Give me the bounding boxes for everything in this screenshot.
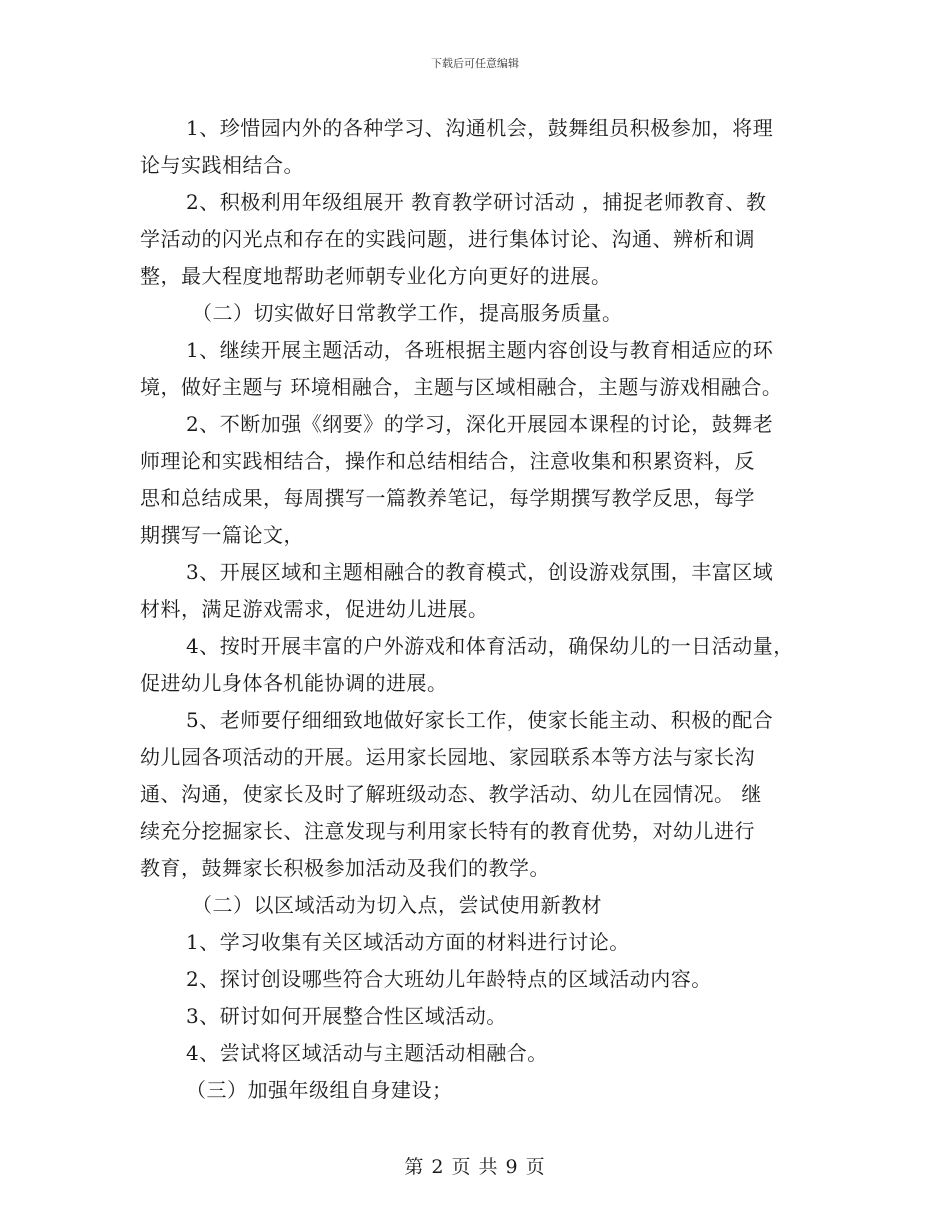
text-line: 幼儿园各项活动的开展。运用家长园地、家园联系本等方法与家长沟 [140, 745, 755, 769]
text-line: 1、学习收集有关区域活动方面的材料进行讨论。 [186, 930, 630, 954]
text-line: 促进幼儿身体各机能协调的进展。 [140, 671, 448, 695]
text-line: 学活动的闪光点和存在的实践问题，进行集体讨论、沟通、辨析和调 [140, 227, 755, 251]
text-line: 2、探讨创设哪些符合大班幼儿年龄特点的区域活动内容。 [186, 967, 712, 991]
text-line: 教育，鼓舞家长积极参加活动及我们的教学。 [140, 856, 550, 880]
text-line: 续充分挖掘家长、注意发现与利用家长特有的教育优势，对幼儿进行 [140, 819, 755, 843]
text-line: 材料，满足游戏需求，促进幼儿进展。 [140, 597, 489, 621]
text-line: 期撰写一篇论文， [140, 523, 304, 547]
text-line: （三）加强年级组自身建设； [186, 1078, 453, 1102]
text-line: （二）切实做好日常教学工作，提高服务质量。 [192, 301, 623, 325]
text-line: 论与实践相结合。 [140, 153, 304, 177]
text-line: 5、老师要仔细细致地做好家长工作，使家长能主动、积极的配合 [186, 708, 774, 732]
text-line: 思和总结成果，每周撰写一篇教养笔记，每学期撰写教学反思，每学 [140, 486, 755, 510]
page-footer: 第 2 页 共 9 页 [404, 1156, 546, 1178]
text-line: 2、不断加强《纲要》的学习，深化开展园本课程的讨论，鼓舞老 [186, 412, 774, 436]
text-line: 1、继续开展主题活动，各班根据主题内容创设与教育相适应的环 [186, 338, 774, 362]
text-line: 2、积极利用年级组展开 教育教学研讨活动 ，捕捉老师教育、教 [186, 190, 767, 214]
text-line: 3、开展区域和主题相融合的教育模式，创设游戏氛围，丰富区域 [186, 560, 774, 584]
text-line: 境，做好主题与 环境相融合，主题与区域相融合，主题与游戏相融合。 [140, 375, 783, 399]
text-line: （二）以区域活动为切入点，尝试使用新教材 [192, 893, 602, 917]
text-line: 师理论和实践相结合，操作和总结相结合，注意收集和积累资料，反 [140, 449, 755, 473]
text-line: 4、按时开展丰富的户外游戏和体育活动，确保幼儿的一日活动量， [186, 634, 794, 658]
text-line: 4、尝试将区域活动与主题活动相融合。 [186, 1041, 548, 1065]
page-header: 下载后可任意编辑 [431, 57, 519, 70]
text-line: 整，最大程度地帮助老师朝专业化方向更好的进展。 [140, 264, 612, 288]
document-body [140, 110, 820, 1109]
text-line: 1、珍惜园内外的各种学习、沟通机会，鼓舞组员积极参加，将理 [186, 116, 774, 140]
text-line: 通、沟通，使家长及时了解班级动态、教学活动、幼儿在园情况。 继 [140, 782, 762, 806]
text-line: 3、研讨如何开展整合性区域活动。 [186, 1004, 507, 1028]
